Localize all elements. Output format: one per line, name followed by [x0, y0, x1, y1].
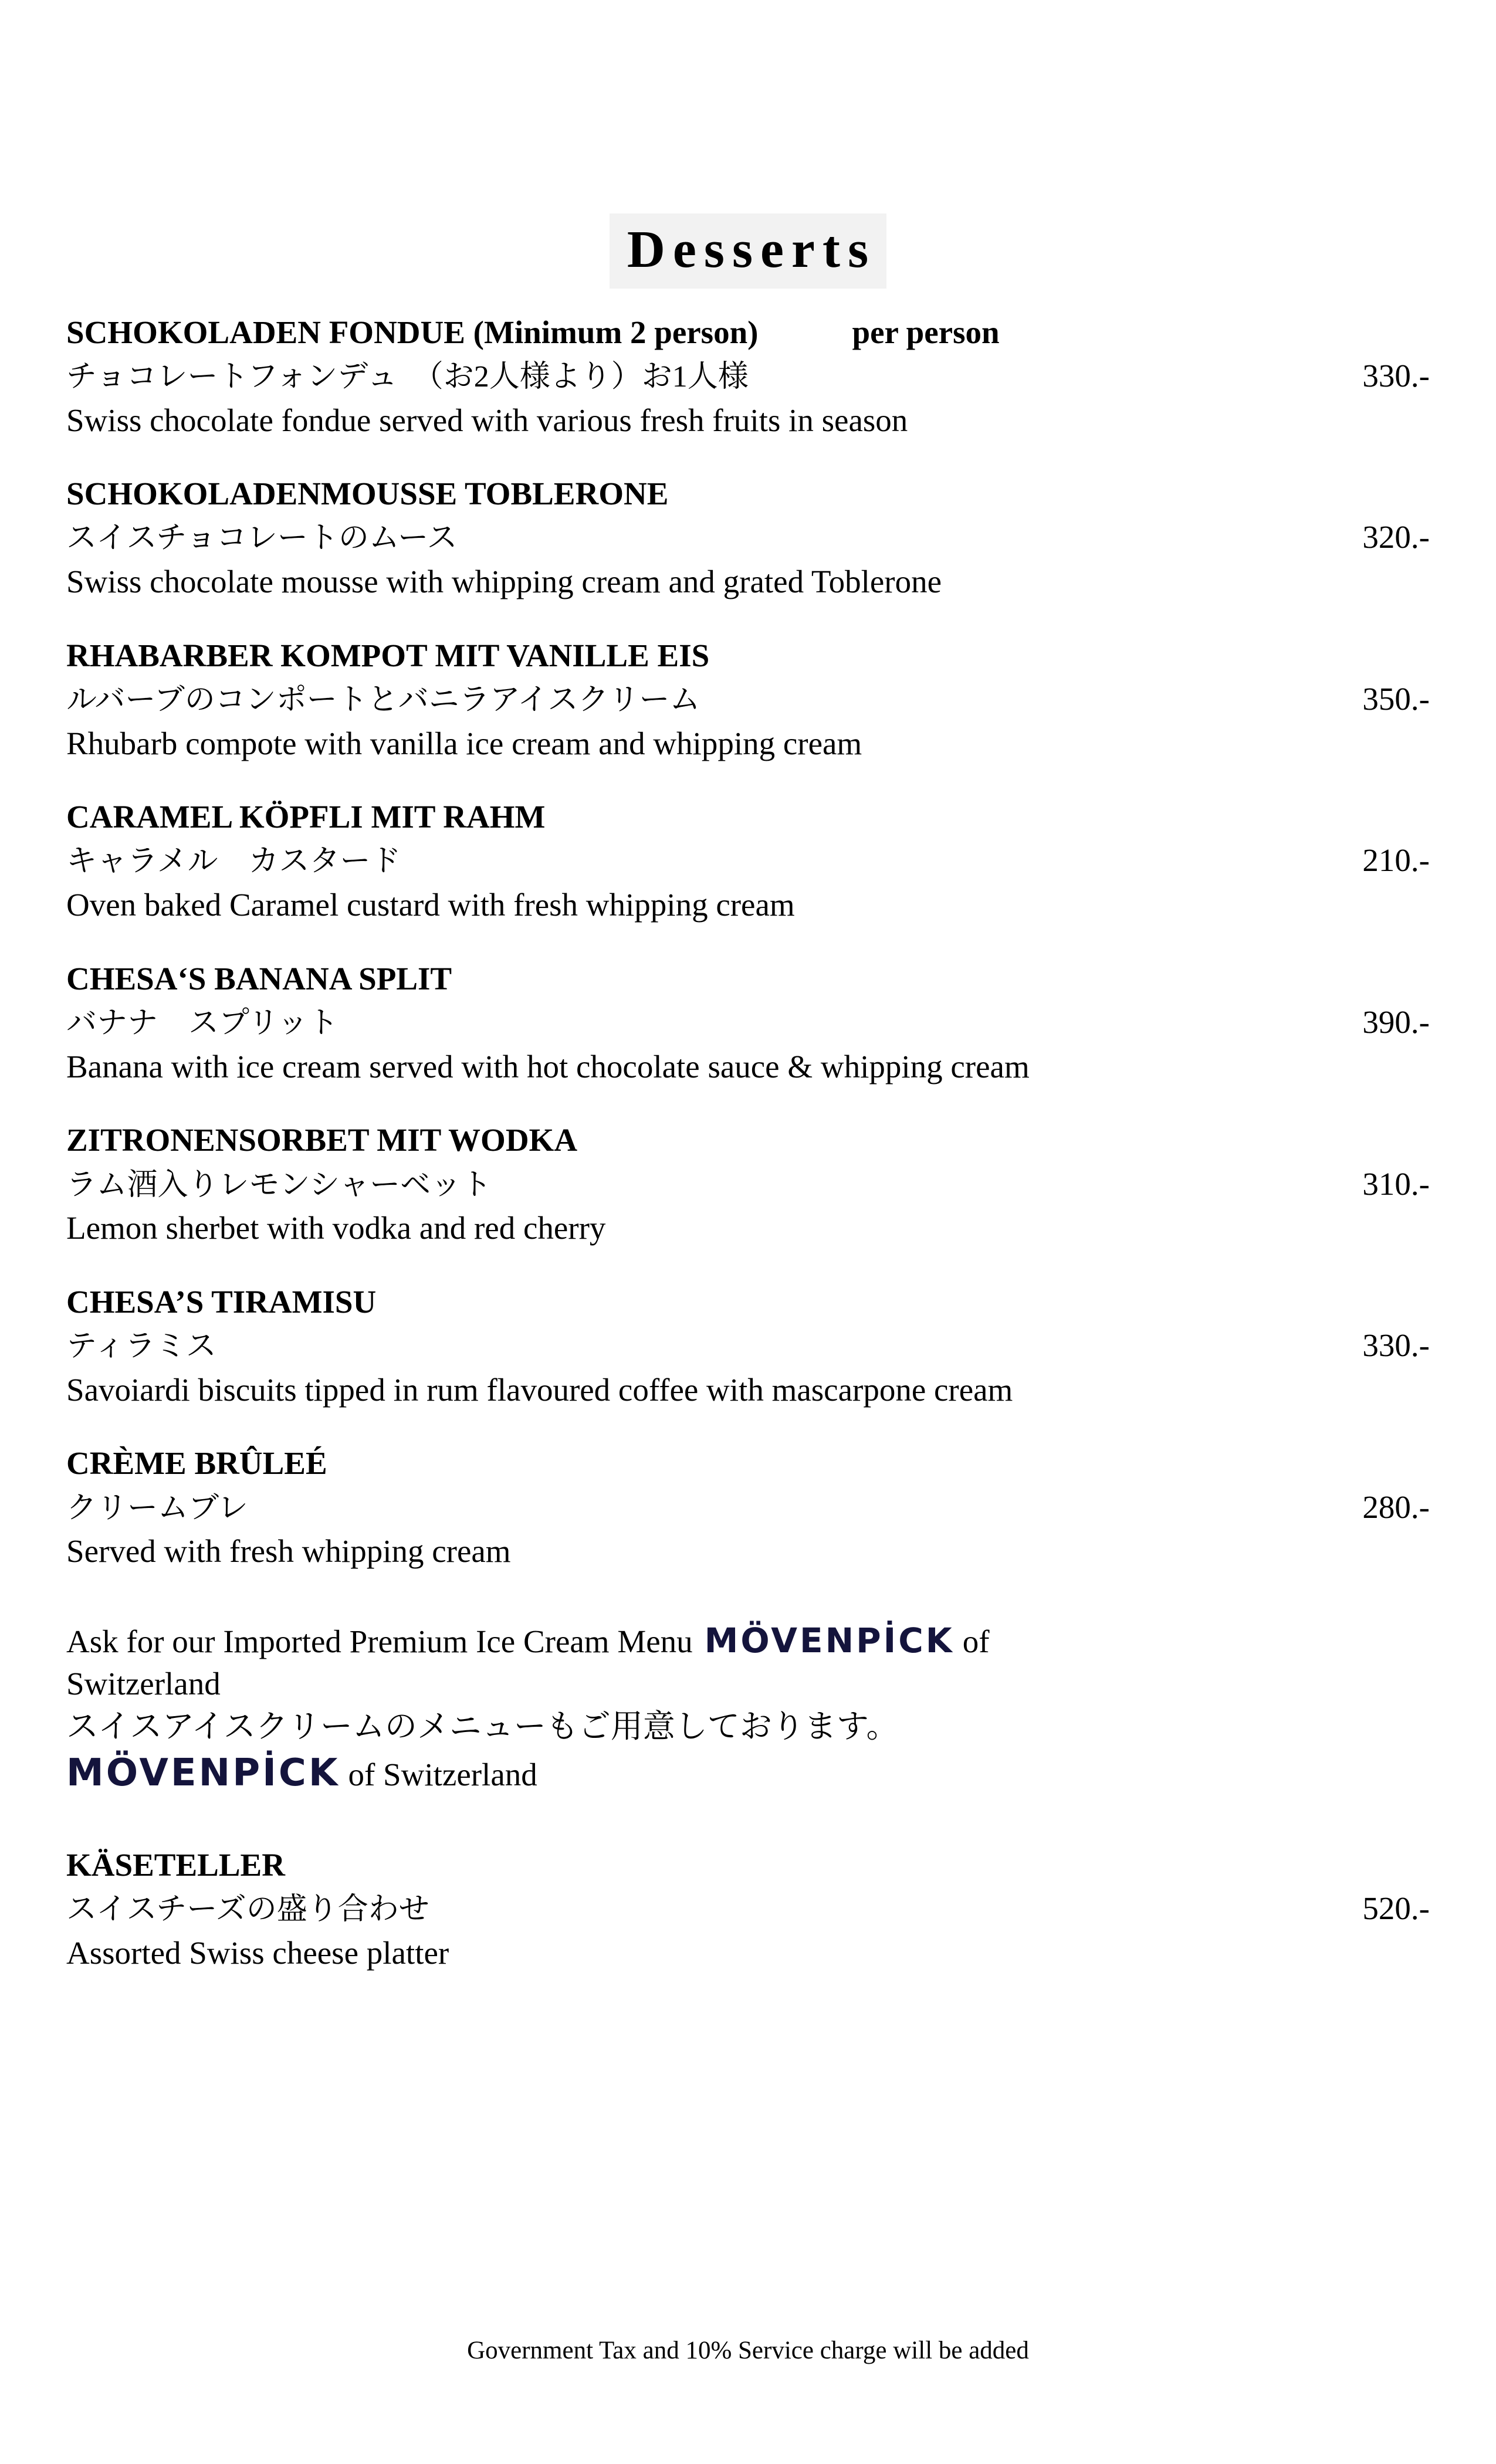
ice-cream-note	[66, 1618, 1430, 1798]
item-name: CHESA‘S BANANA SPLIT	[66, 960, 452, 997]
item-name-japanese: ラム酒入りレモンシャーベット	[66, 1168, 492, 1202]
item-name: CHESA’S TIRAMISU	[66, 1283, 377, 1320]
menu-item	[66, 473, 1430, 603]
item-name: RHABARBER KOMPOT MIT VANILLE EIS	[66, 637, 710, 673]
item-description: Served with fresh whipping cream	[66, 1533, 511, 1570]
menu-item	[66, 958, 1430, 1088]
menu-item	[66, 1120, 1430, 1249]
footer-note: Government Tax and 10% Service charge will be added	[467, 2337, 1029, 2364]
note-text: Ask for our Imported Premium Ice Cream Menu	[66, 1623, 693, 1659]
item-price: 210.-	[1362, 842, 1430, 879]
note-text: Switzerland	[66, 1666, 221, 1702]
item-description: Banana with ice cream served with hot chocolate sauce & whipping cream	[66, 1048, 1030, 1084]
item-description: Rhubarb compote with vanilla ice cream and whipping cream	[66, 725, 862, 761]
item-price: 330.-	[1362, 1327, 1430, 1364]
item-name: CARAMEL KÖPFLI MIT RAHM	[66, 799, 546, 835]
item-price: 350.-	[1362, 680, 1430, 717]
item-price: 330.-	[1362, 357, 1430, 394]
menu-list	[0, 312, 1496, 1974]
title-row	[0, 0, 1496, 289]
item-name-japanese: クリームブレ	[66, 1491, 248, 1525]
note-text-japanese: スイスアイスクリームのメニューもご用意しております。	[66, 1709, 899, 1745]
item-name-japanese: バナナ スプリット	[66, 1006, 339, 1040]
note-text: of	[962, 1623, 990, 1659]
item-description: Swiss chocolate fondue served with various fresh fruits in season	[66, 402, 908, 438]
item-description: Savoiardi biscuits tipped in rum flavoured coffee with mascarpone cream	[66, 1371, 1013, 1408]
item-name: SCHOKOLADENMOUSSE TOBLERONE	[66, 476, 669, 512]
item-price: 310.-	[1362, 1165, 1430, 1202]
menu-item	[66, 312, 1430, 442]
item-per-person-label: per person	[852, 314, 1000, 350]
item-name-japanese: ティラミス	[66, 1330, 216, 1364]
menu-item	[66, 1282, 1430, 1411]
menu-item	[66, 1845, 1430, 1974]
item-name: ZITRONENSORBET MIT WODKA	[66, 1122, 578, 1158]
item-description: Lemon sherbet with vodka and red cherry	[66, 1210, 606, 1246]
movenpick-logo: MÖVENPİCK	[66, 1751, 340, 1795]
page-title: Desserts	[610, 213, 886, 289]
item-name-japanese: スイスチーズの盛り合わせ	[66, 1893, 429, 1927]
item-price: 390.-	[1362, 1004, 1430, 1040]
item-name: KÄSETELLER	[66, 1847, 285, 1883]
item-description: Assorted Swiss cheese platter	[66, 1935, 449, 1971]
menu-item	[66, 1443, 1430, 1572]
menu-item	[66, 635, 1430, 765]
item-name: CRÈME BRÛLEÉ	[66, 1445, 327, 1482]
item-name-japanese: キャラメル カスタード	[66, 845, 401, 879]
item-name-japanese: チョコレートフォンデュ （お2人様より）お1人様	[66, 360, 749, 394]
item-price: 280.-	[1362, 1489, 1430, 1525]
item-description: Oven baked Caramel custard with fresh whipping cream	[66, 887, 795, 923]
item-price: 320.-	[1362, 519, 1430, 555]
movenpick-logo: MÖVENPİCK	[704, 1620, 955, 1660]
item-name-japanese: ルバーブのコンポートとバニラアイスクリーム	[66, 683, 700, 717]
item-name-japanese: スイスチョコレートのムース	[66, 521, 458, 555]
menu-item	[66, 797, 1430, 926]
item-price: 520.-	[1362, 1890, 1430, 1927]
item-name: SCHOKOLADEN FONDUE (Minimum 2 person)	[66, 314, 759, 350]
note-text: of Switzerland	[348, 1756, 537, 1792]
item-description: Swiss chocolate mousse with whipping cream and grated Toblerone	[66, 564, 942, 600]
